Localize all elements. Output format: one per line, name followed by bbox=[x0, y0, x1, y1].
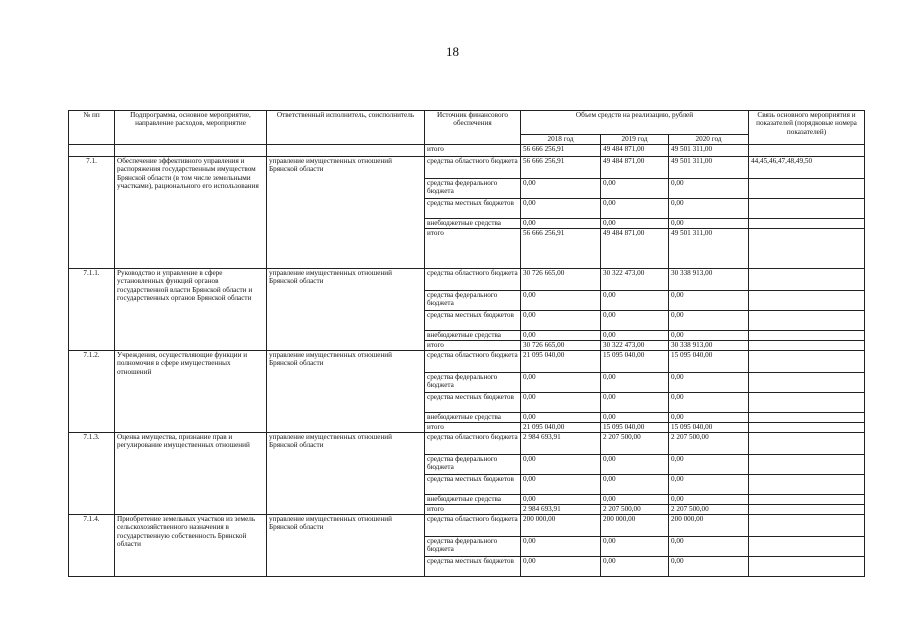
total-label: итого bbox=[425, 423, 521, 433]
section-number: 7.1.3. bbox=[69, 433, 115, 515]
indicator-link bbox=[749, 433, 865, 455]
funding-source: средства местных бюджетов bbox=[425, 393, 521, 413]
summary-row bbox=[69, 145, 865, 157]
amount-2019: 0,00 bbox=[601, 331, 669, 341]
amount-2018: 200 000,00 bbox=[521, 515, 601, 537]
funding-source: средства федерального бюджета bbox=[425, 179, 521, 199]
amount-2018: 0,00 bbox=[521, 331, 601, 341]
amount-2018: 0,00 bbox=[521, 219, 601, 229]
indicator-link bbox=[749, 199, 865, 219]
header-responsible: Ответственный исполнитель, соисполнитель bbox=[267, 111, 425, 145]
table-row bbox=[69, 433, 865, 455]
indicator-link bbox=[749, 311, 865, 331]
section-name: Оценка имущества, признание прав и регулирование имущественных отношений bbox=[115, 433, 267, 515]
amount-2020: 2 207 500,00 bbox=[669, 433, 749, 455]
amount-2019: 0,00 bbox=[601, 373, 669, 393]
funding-source: средства местных бюджетов bbox=[425, 475, 521, 495]
amount-2020: 0,00 bbox=[669, 475, 749, 495]
amount-2018: 2 984 693,91 bbox=[521, 433, 601, 455]
amount-2018: 0,00 bbox=[521, 199, 601, 219]
amount-2019: 0,00 bbox=[601, 495, 669, 505]
header-year-2019: 2019 год bbox=[601, 135, 669, 145]
indicator-link bbox=[749, 179, 865, 199]
amount-2018: 0,00 bbox=[521, 179, 601, 199]
indicator-link bbox=[749, 393, 865, 413]
section-number: 7.1.1. bbox=[69, 269, 115, 351]
amount-2019: 15 095 040,00 bbox=[601, 351, 669, 373]
indicator-link bbox=[749, 331, 865, 341]
amount-2018: 0,00 bbox=[521, 291, 601, 311]
amount-2019: 200 000,00 bbox=[601, 515, 669, 537]
amount-2019: 30 322 473,00 bbox=[601, 269, 669, 291]
amount-2019: 0,00 bbox=[601, 219, 669, 229]
indicator-link bbox=[749, 341, 865, 351]
funding-source: средства местных бюджетов bbox=[425, 311, 521, 331]
amount-2020: 0,00 bbox=[669, 413, 749, 423]
summary-label: итого bbox=[425, 145, 521, 157]
section-responsible: управление имущественных отношений Брянской области bbox=[267, 157, 425, 269]
section-name: Обеспечение эффективного управления и распоряжения государственным имуществом Брянской области (в том числе земельными участками), рационального его использования bbox=[115, 157, 267, 269]
page-number: 18 bbox=[446, 44, 459, 59]
total-2020: 15 095 040,00 bbox=[669, 423, 749, 433]
amount-2018: 0,00 bbox=[521, 413, 601, 423]
total-label: итого bbox=[425, 505, 521, 515]
funding-source: средства местных бюджетов bbox=[425, 199, 521, 219]
amount-2018: 0,00 bbox=[521, 393, 601, 413]
summary-2020: 49 501 311,00 bbox=[669, 145, 749, 157]
amount-2020: 0,00 bbox=[669, 331, 749, 341]
summary-2018: 56 666 256,91 bbox=[521, 145, 601, 157]
funding-source: внебюджетные средства bbox=[425, 331, 521, 341]
amount-2020: 0,00 bbox=[669, 557, 749, 577]
total-2019: 15 095 040,00 bbox=[601, 423, 669, 433]
amount-2019: 0,00 bbox=[601, 291, 669, 311]
indicator-link bbox=[749, 413, 865, 423]
amount-2019: 0,00 bbox=[601, 455, 669, 475]
amount-2018: 56 666 256,91 bbox=[521, 157, 601, 179]
indicator-link bbox=[749, 537, 865, 557]
indicator-link: 44,45,46,47,48,49,50 bbox=[749, 157, 865, 179]
section-responsible: управление имущественных отношений Брянской области bbox=[267, 269, 425, 351]
amount-2020: 0,00 bbox=[669, 199, 749, 219]
amount-2018: 0,00 bbox=[521, 311, 601, 331]
amount-2020: 15 095 040,00 bbox=[669, 351, 749, 373]
total-2018: 2 984 693,91 bbox=[521, 505, 601, 515]
total-2020: 2 207 500,00 bbox=[669, 505, 749, 515]
total-label: итого bbox=[425, 229, 521, 269]
amount-2019: 0,00 bbox=[601, 311, 669, 331]
indicator-link bbox=[749, 455, 865, 475]
amount-2019: 0,00 bbox=[601, 179, 669, 199]
indicator-link bbox=[749, 505, 865, 515]
amount-2020: 0,00 bbox=[669, 179, 749, 199]
section-number: 7.1.2. bbox=[69, 351, 115, 433]
indicator-link bbox=[749, 351, 865, 373]
total-2019: 2 207 500,00 bbox=[601, 505, 669, 515]
amount-2020: 0,00 bbox=[669, 455, 749, 475]
funding-source: средства федерального бюджета bbox=[425, 537, 521, 557]
indicator-link bbox=[749, 557, 865, 577]
amount-2018: 30 726 665,00 bbox=[521, 269, 601, 291]
table-row bbox=[69, 351, 865, 373]
section-name: Руководство и управление в сфере установленных функций органов государственной власти Брянской области и государственных органов Брянской области bbox=[115, 269, 267, 351]
amount-2020: 0,00 bbox=[669, 219, 749, 229]
header-source: Источник финансового обеспечения bbox=[425, 111, 521, 145]
funding-source: средства федерального бюджета bbox=[425, 373, 521, 393]
indicator-link bbox=[749, 373, 865, 393]
total-2018: 30 726 665,00 bbox=[521, 341, 601, 351]
amount-2020: 0,00 bbox=[669, 311, 749, 331]
funding-source: средства федерального бюджета bbox=[425, 455, 521, 475]
amount-2019: 0,00 bbox=[601, 393, 669, 413]
section-responsible: управление имущественных отношений Брянской области bbox=[267, 351, 425, 433]
amount-2018: 0,00 bbox=[521, 557, 601, 577]
summary-2019: 49 484 871,00 bbox=[601, 145, 669, 157]
amount-2018: 0,00 bbox=[521, 537, 601, 557]
funding-source: внебюджетные средства bbox=[425, 219, 521, 229]
section-number: 7.1. bbox=[69, 157, 115, 269]
amount-2018: 0,00 bbox=[521, 373, 601, 393]
section-number: 7.1.4. bbox=[69, 515, 115, 577]
indicator-link bbox=[749, 423, 865, 433]
amount-2018: 0,00 bbox=[521, 455, 601, 475]
amount-2019: 0,00 bbox=[601, 475, 669, 495]
indicator-link bbox=[749, 269, 865, 291]
table-row bbox=[69, 157, 865, 179]
funding-source: средства областного бюджета bbox=[425, 157, 521, 179]
funding-source: средства областного бюджета bbox=[425, 351, 521, 373]
funding-source: средства областного бюджета bbox=[425, 269, 521, 291]
amount-2020: 0,00 bbox=[669, 495, 749, 505]
amount-2018: 0,00 bbox=[521, 475, 601, 495]
indicator-link bbox=[749, 515, 865, 537]
total-2018: 56 666 256,91 bbox=[521, 229, 601, 269]
amount-2019: 2 207 500,00 bbox=[601, 433, 669, 455]
total-2018: 21 095 040,00 bbox=[521, 423, 601, 433]
indicator-link bbox=[749, 219, 865, 229]
funding-source: средства областного бюджета bbox=[425, 515, 521, 537]
amount-2020: 0,00 bbox=[669, 537, 749, 557]
amount-2019: 49 484 871,00 bbox=[601, 157, 669, 179]
funding-source: средства областного бюджета bbox=[425, 433, 521, 455]
table-row bbox=[69, 269, 865, 291]
amount-2019: 0,00 bbox=[601, 413, 669, 423]
amount-2020: 49 501 311,00 bbox=[669, 157, 749, 179]
indicator-link bbox=[749, 291, 865, 311]
total-2020: 49 501 311,00 bbox=[669, 229, 749, 269]
funding-source: внебюджетные средства bbox=[425, 495, 521, 505]
amount-2020: 0,00 bbox=[669, 393, 749, 413]
budget-table bbox=[68, 110, 865, 577]
indicator-link bbox=[749, 495, 865, 505]
amount-2020: 30 338 913,00 bbox=[669, 269, 749, 291]
amount-2020: 0,00 bbox=[669, 291, 749, 311]
indicator-link bbox=[749, 475, 865, 495]
amount-2018: 0,00 bbox=[521, 495, 601, 505]
total-2019: 49 484 871,00 bbox=[601, 229, 669, 269]
header-link: Связь основного мероприятия и показателей (порядковые номера показателей) bbox=[749, 111, 865, 145]
header-volume: Объем средств на реализацию, рублей bbox=[521, 111, 749, 135]
amount-2019: 0,00 bbox=[601, 557, 669, 577]
header-year-2018: 2018 год bbox=[521, 135, 601, 145]
header-num: № пп bbox=[69, 111, 115, 145]
indicator-link bbox=[749, 229, 865, 269]
amount-2019: 0,00 bbox=[601, 199, 669, 219]
total-label: итого bbox=[425, 341, 521, 351]
total-2020: 30 338 913,00 bbox=[669, 341, 749, 351]
amount-2019: 0,00 bbox=[601, 537, 669, 557]
section-name: Учреждения, осуществляющие функции и полномочия в сфере имущественных отношений bbox=[115, 351, 267, 433]
total-2019: 30 322 473,00 bbox=[601, 341, 669, 351]
header-year-2020: 2020 год bbox=[669, 135, 749, 145]
table-row bbox=[69, 515, 865, 537]
header-program: Подпрограмма, основное мероприятие, направление расходов, мероприятие bbox=[115, 111, 267, 145]
funding-source: средства местных бюджетов bbox=[425, 557, 521, 577]
funding-source: средства федерального бюджета bbox=[425, 291, 521, 311]
amount-2020: 0,00 bbox=[669, 373, 749, 393]
section-responsible: управление имущественных отношений Брянской области bbox=[267, 515, 425, 577]
funding-source: внебюджетные средства bbox=[425, 413, 521, 423]
section-name: Приобретение земельных участков из земель сельскохозяйственного назначения в государственную собственность Брянской области bbox=[115, 515, 267, 577]
section-responsible: управление имущественных отношений Брянской области bbox=[267, 433, 425, 515]
amount-2020: 200 000,00 bbox=[669, 515, 749, 537]
amount-2018: 21 095 040,00 bbox=[521, 351, 601, 373]
